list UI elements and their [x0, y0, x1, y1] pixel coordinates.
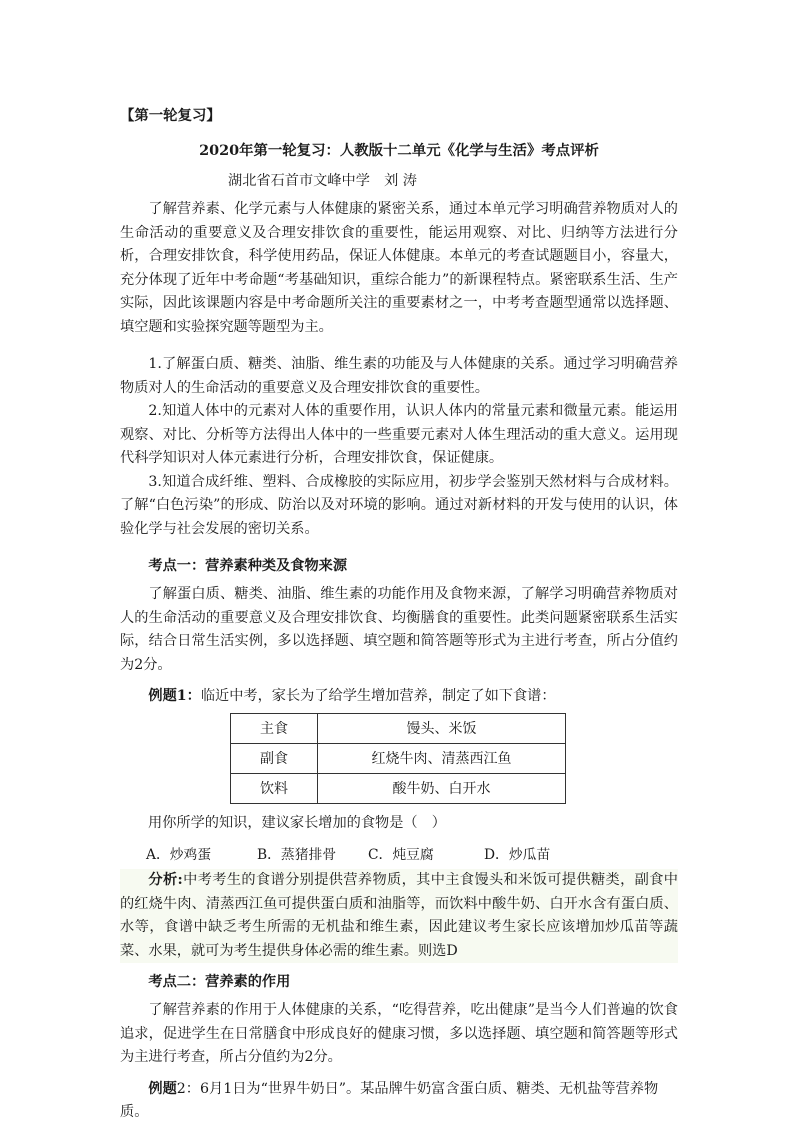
point1-heading: 考点一：营养素种类及食物来源	[148, 558, 348, 574]
point2-body: 了解营养素的作用于人体健康的关系，“吃得营养，吃出健康”是当今人们普遍的饮食追求，促进学生在日常膳食中形成良好的健康习惯，多以选择题、填空题和简答题等形式为主进行考查，所占分值约为2分。	[120, 1002, 678, 1065]
analysis-block	[120, 869, 678, 963]
intro-paragraph: 了解营养素、化学元素与人体健康的紧密关系，通过本单元学习明确营养物质对人的生命活动的重要意义及合理安排饮食的重要性，能运用观察、对比、归纳等方法进行分析，合理安排饮食，科学使用药品，保证人体健康。本单元的考查试题题目小，容量大，充分体现了近年中考命题“考基础知识，重综合能力”的新课程特点。紧密联系生活、生产实际，因此该课题内容是中考命题所关注的重要素材之一，中考考查题型通常以选择题、填空题和实验探究题等题型为主。	[120, 201, 678, 335]
point2-heading: 考点二：营养素的作用	[148, 974, 291, 990]
menu-value: 红烧牛肉、清蒸西江鱼	[318, 743, 566, 773]
author-line: 湖北省石首市文峰中学 刘 涛	[228, 173, 417, 189]
document-content	[120, 104, 678, 1125]
option-c: C．炖豆腐	[368, 847, 434, 863]
series-label: 【第一轮复习】	[120, 107, 221, 124]
menu-value: 酸牛奶、白开水	[318, 773, 566, 803]
table-row	[231, 773, 566, 803]
option-b: B．蒸猪排骨	[257, 847, 337, 863]
option-a: A．炒鸡蛋	[146, 847, 212, 863]
analysis-paragraph	[120, 869, 678, 963]
example1-options	[120, 843, 678, 863]
objective-1: 1.了解蛋白质、糖类、油脂、维生素的功能及与人体健康的关系。通过学习明确营养物质对人的生命活动的重要意义及合理安排饮食的重要性。	[120, 356, 678, 396]
example1-label: 例题1：	[148, 688, 201, 704]
analysis-text: 中考考生的食谱分别提供营养物质，其中主食馒头和米饭可提供糖类，副食中的红烧牛肉、清蒸西江鱼可提供蛋白质和油脂等，而饮料中酸牛奶、白开水含有蛋白质、水等，食谱中缺乏考生所需的无机盐和维生素，因此建议考生家长应该增加炒瓜苗等蔬菜、水果，就可为考生提供身体必需的维生素。则选D	[120, 872, 678, 959]
menu-key: 饮料	[231, 773, 318, 803]
point1-body: 了解蛋白质、糖类、油脂、维生素的功能作用及食物来源，了解学习明确营养物质对人的生命活动的重要意义及合理安排饮食、均衡膳食的重要性。此类问题紧密联系生活实际，结合日常生活实例，多以选择题、填空题和简答题等形式为主进行考查，所占分值约为2分。	[120, 586, 678, 673]
example1-stem-line	[120, 685, 678, 709]
menu-key: 副食	[231, 743, 318, 773]
example2-text: 2：6月1日为“世界牛奶日”。某品牌牛奶富含蛋白质、糖类、无机盐等营养物质。	[120, 1080, 659, 1120]
menu-value: 馒头、米饭	[318, 713, 566, 743]
menu-table	[230, 713, 566, 804]
example2-label: 例题	[148, 1080, 177, 1097]
menu-key: 主食	[231, 713, 318, 743]
example1-stem: 临近中考，家长为了给学生增加营养，制定了如下食谱：	[200, 688, 556, 704]
objective-2: 2.知道人体中的元素对人体的重要作用，认识人体内的常量元素和微量元素。能运用观察、对比、分析等方法得出人体中的一些重要元素对人体生理活动的重大意义。运用现代科学知识对人体元素进行分析，合理安排饮食，保证健康。	[120, 403, 678, 466]
document-title: 2020年第一轮复习：人教版十二单元《化学与生活》考点评析	[199, 142, 599, 159]
table-row	[231, 743, 566, 773]
objective-3: 3.知道合成纤维、塑料、合成橡胶的实际应用，初步学会鉴别天然材料与合成材料。了解“白色污染”的形成、防治以及对环境的影响。通过对新材料的开发与使用的认识，体验化学与社会发展的密切关系。	[120, 473, 678, 537]
table-row	[231, 713, 566, 743]
example2-line	[120, 1078, 678, 1125]
option-d: D．炒瓜苗	[484, 847, 551, 863]
example1-question: 用你所学的知识，建议家长增加的食物是（ ）	[148, 814, 446, 831]
analysis-label: 分析:	[148, 872, 183, 888]
